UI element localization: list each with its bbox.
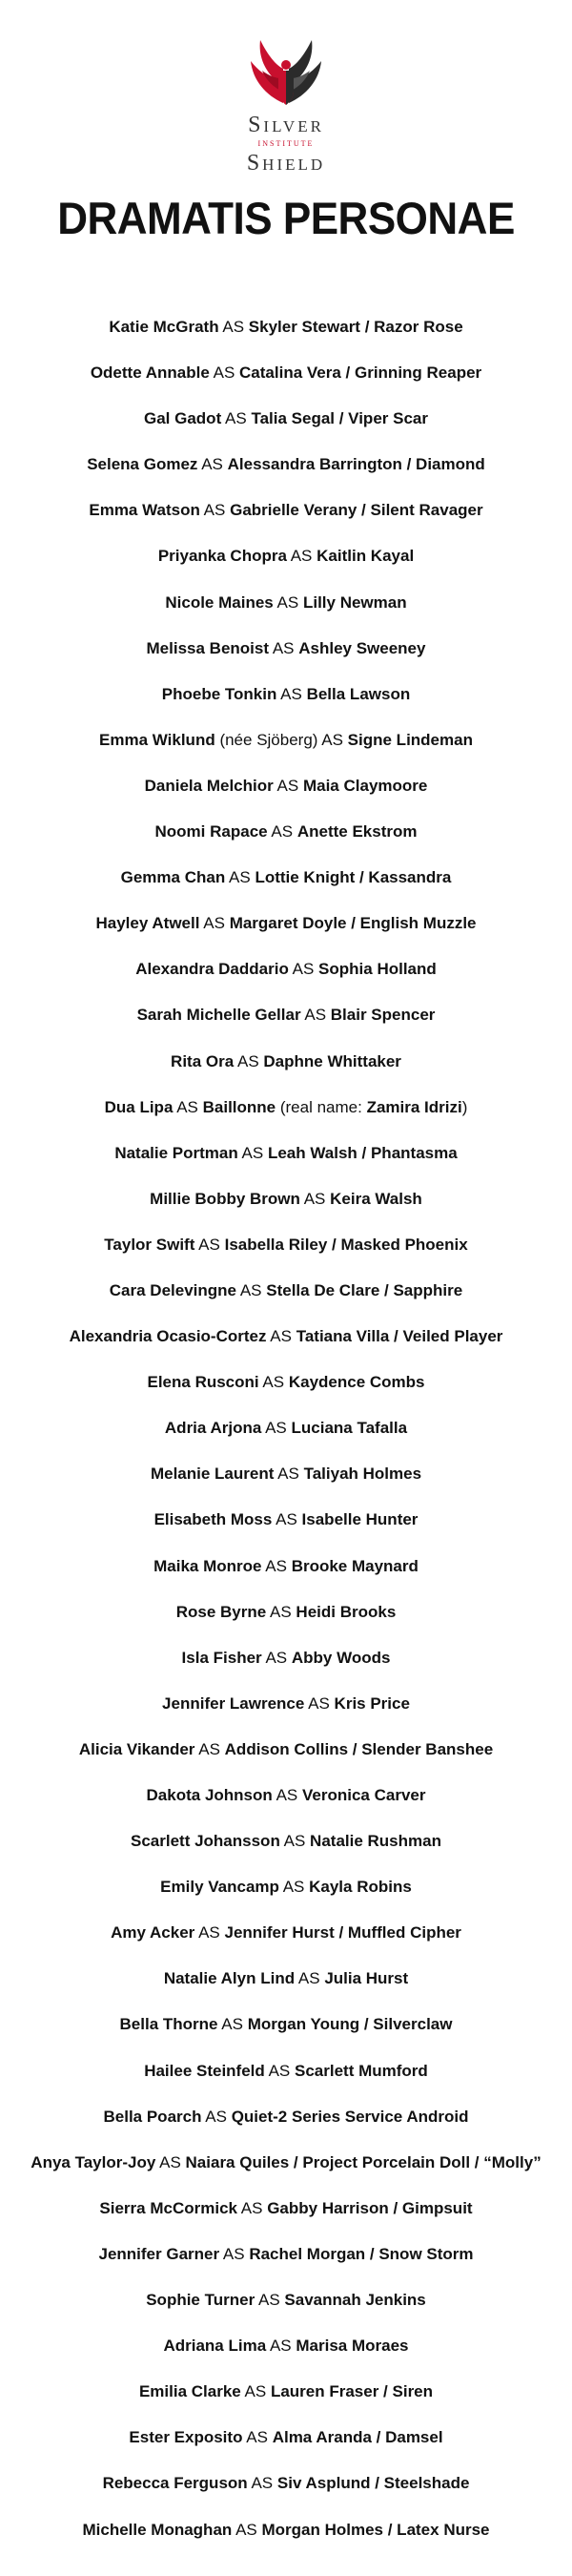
cast-entry (0, 1462, 572, 1507)
role-name: Maia Claymoore (302, 776, 428, 795)
as-joiner: AS (262, 1373, 285, 1392)
as-joiner: AS (221, 2015, 243, 2034)
actor-note: (née Sjöberg) (214, 730, 318, 749)
actor-name: Jennifer Garner (98, 2244, 220, 2263)
actor-name: Sophie Turner (146, 2291, 255, 2310)
role-note-open: (real name: (276, 1097, 367, 1116)
actor-name: Ester Exposito (129, 2428, 243, 2447)
as-joiner: AS (205, 2107, 227, 2126)
as-joiner: AS (213, 364, 235, 383)
role-name: Kaydence Combs (288, 1373, 425, 1392)
as-joiner: AS (265, 1648, 288, 1667)
role-name: Isabelle Hunter (301, 1510, 419, 1529)
actor-name: Elena Rusconi (147, 1373, 259, 1392)
role-name: Talia Segal / Viper Scar (251, 409, 428, 428)
role-name: Tatiana Villa / Veiled Player (296, 1327, 503, 1346)
cast-entry (0, 1783, 572, 1829)
cast-entry (0, 361, 572, 406)
actor-name: Rose Byrne (175, 1602, 267, 1621)
actor-name: Selena Gomez (87, 455, 198, 474)
actor-name: Isla Fisher (181, 1648, 262, 1667)
role-name: Baillonne (202, 1097, 276, 1116)
role-name: Heidi Brooks (296, 1602, 397, 1621)
cast-entry (0, 1233, 572, 1278)
role-name: Bella Lawson (306, 684, 411, 703)
as-joiner: AS (304, 1006, 327, 1025)
role-name: Lottie Knight / Kassandra (255, 868, 452, 887)
actor-name: Hailee Steinfeld (144, 2061, 265, 2080)
as-joiner: AS (272, 638, 295, 657)
as-joiner: AS (258, 2291, 280, 2310)
as-joiner: AS (236, 1051, 259, 1070)
as-joiner: AS (321, 730, 343, 749)
role-name: Natalie Rushman (310, 1832, 441, 1851)
role-name: Quiet-2 Series Service Android (231, 2107, 469, 2126)
as-joiner: AS (270, 1602, 292, 1621)
role-name: Kaitlin Kayal (317, 547, 415, 566)
as-joiner: AS (297, 1969, 320, 1988)
cast-entry (0, 1141, 572, 1187)
actor-name: Sierra McCormick (99, 2198, 237, 2217)
cast-entry (0, 315, 572, 361)
role-name: Stella De Clare / Sapphire (266, 1280, 463, 1299)
cast-entry (0, 1692, 572, 1737)
role-name: Lauren Fraser / Siren (270, 2382, 434, 2401)
actor-name: Daniela Melchior (144, 776, 274, 795)
actor-name: Cara Delevingne (109, 1280, 237, 1299)
role-name: Rachel Morgan / Snow Storm (249, 2244, 474, 2263)
as-joiner: AS (271, 822, 294, 841)
cast-entry (0, 2150, 572, 2196)
cast-entry (0, 2288, 572, 2334)
cast-entry (0, 636, 572, 682)
role-name: Margaret Doyle / English Muzzle (229, 914, 477, 933)
logo-text-institute: INSTITUTE (257, 139, 315, 148)
role-name: Alessandra Barrington / Diamond (227, 455, 485, 474)
as-joiner: AS (225, 409, 247, 428)
cast-entry (0, 2379, 572, 2425)
cast-entry (0, 1600, 572, 1646)
as-joiner: AS (241, 1143, 264, 1162)
role-name: Catalina Vera / Grinning Reaper (239, 364, 482, 383)
cast-entry (0, 2105, 572, 2150)
as-joiner: AS (269, 2337, 292, 2356)
cast-entry (0, 2059, 572, 2105)
cast-entry (0, 1646, 572, 1692)
role-name: Gabby Harrison / Gimpsuit (267, 2198, 473, 2217)
as-joiner: AS (277, 1465, 299, 1484)
as-joiner: AS (270, 1327, 292, 1346)
cast-entry (0, 2242, 572, 2288)
role-name: Julia Hurst (324, 1969, 409, 1988)
cast-entry (0, 2425, 572, 2471)
actor-name: Michelle Monaghan (82, 2520, 233, 2539)
logo-text-silver: Silver (248, 113, 324, 137)
role-name: Brooke Maynard (291, 1556, 419, 1575)
actor-name: Maika Monroe (153, 1556, 262, 1575)
cast-entry (0, 911, 572, 957)
actor-name: Emma Watson (89, 501, 200, 520)
role-name: Marisa Moraes (296, 2337, 409, 2356)
actor-name: Alexandria Ocasio-Cortez (69, 1327, 267, 1346)
role-name: Scarlett Mumford (295, 2061, 428, 2080)
actor-name: Emilia Clarke (138, 2382, 241, 2401)
as-joiner: AS (268, 2061, 291, 2080)
actor-name: Gal Gadot (144, 409, 222, 428)
as-joiner: AS (240, 2198, 263, 2217)
cast-entry (0, 682, 572, 728)
cast-entry (0, 820, 572, 865)
as-joiner: AS (198, 1235, 220, 1254)
role-name: Morgan Young / Silverclaw (247, 2015, 453, 2034)
role-name: Abby Woods (291, 1648, 391, 1667)
actor-name: Bella Poarch (103, 2107, 202, 2126)
actor-name: Adriana Lima (163, 2337, 267, 2356)
as-joiner: AS (303, 1189, 326, 1208)
as-joiner: AS (276, 1786, 298, 1804)
as-joiner: AS (198, 1923, 220, 1942)
as-joiner: AS (222, 318, 245, 336)
cast-entry (0, 452, 572, 498)
role-name: Veronica Carver (302, 1786, 426, 1804)
role-real-name: Zamira Idrizi (366, 1097, 462, 1116)
as-joiner: AS (283, 1832, 306, 1851)
role-name: Morgan Holmes / Latex Nurse (261, 2520, 490, 2539)
actor-name: Millie Bobby Brown (150, 1189, 300, 1208)
actor-name: Natalie Alyn Lind (163, 1969, 296, 1988)
cast-entry (0, 544, 572, 590)
role-name: Anette Ekstrom (296, 822, 418, 841)
cast-entry (0, 1003, 572, 1049)
cast-entry (0, 1921, 572, 1966)
cast-entry (0, 865, 572, 911)
cast-entry (0, 1416, 572, 1462)
actor-name: Odette Annable (90, 364, 210, 383)
as-joiner: AS (280, 684, 302, 703)
cast-entry (0, 2196, 572, 2242)
actor-name: Rebecca Ferguson (102, 2474, 248, 2493)
actor-name: Anya Taylor-Joy (31, 2152, 156, 2171)
role-name: Luciana Tafalla (291, 1419, 408, 1438)
role-name: Sophia Holland (318, 960, 437, 979)
cast-entry (0, 2518, 572, 2564)
role-name: Kris Price (334, 1693, 410, 1713)
page-title: DRAMATIS PERSONAE (57, 194, 515, 244)
actor-name: Gemma Chan (120, 868, 226, 887)
cast-entry (0, 1829, 572, 1875)
cast-entry (0, 1187, 572, 1233)
cast-entry (0, 1049, 572, 1095)
as-joiner: AS (229, 868, 251, 887)
role-name: Isabella Riley / Masked Phoenix (224, 1235, 468, 1254)
cast-entry (0, 1875, 572, 1921)
actor-name: Dua Lipa (104, 1097, 174, 1116)
actor-name: Noomi Rapace (154, 822, 268, 841)
actor-name: Emma Wiklund (99, 730, 215, 749)
actor-name: Sarah Michelle Gellar (136, 1006, 301, 1025)
as-joiner: AS (265, 1556, 287, 1575)
cast-entry (0, 1507, 572, 1553)
actor-name: Natalie Portman (114, 1143, 238, 1162)
as-joiner: AS (265, 1419, 287, 1438)
role-name: Addison Collins / Slender Banshee (224, 1739, 494, 1758)
as-joiner: AS (290, 547, 313, 566)
role-name: Siv Asplund / Steelshade (276, 2474, 470, 2493)
role-name: Alma Aranda / Damsel (272, 2428, 443, 2447)
cast-entry (0, 1737, 572, 1783)
cast-entry (0, 1095, 572, 1141)
as-joiner: AS (276, 592, 299, 612)
role-name: Jennifer Hurst / Muffled Cipher (224, 1923, 461, 1942)
silver-shield-logo (0, 0, 572, 177)
actor-name: Katie McGrath (109, 318, 219, 336)
as-joiner: AS (222, 2244, 245, 2263)
logo-text-shield: Shield (246, 151, 326, 176)
cast-entry (0, 498, 572, 544)
actor-name: Adria Arjona (164, 1419, 262, 1438)
actor-name: Elisabeth Moss (153, 1510, 273, 1529)
actor-name: Melanie Laurent (150, 1465, 275, 1484)
cast-entry (0, 406, 572, 452)
cast-list (0, 315, 572, 2564)
actor-name: Alexandra Daddario (135, 960, 289, 979)
role-note-close: ) (461, 1097, 468, 1116)
actor-name: Hayley Atwell (95, 914, 200, 933)
actor-name: Rita Ora (171, 1051, 235, 1070)
role-name: Taliyah Holmes (303, 1465, 422, 1484)
as-joiner: AS (276, 776, 299, 795)
as-joiner: AS (176, 1097, 198, 1116)
as-joiner: AS (198, 1739, 220, 1758)
actor-name: Alicia Vikander (78, 1739, 195, 1758)
cast-entry (0, 1370, 572, 1416)
cast-entry (0, 1966, 572, 2012)
role-name: Signe Lindeman (347, 730, 473, 749)
as-joiner: AS (276, 1510, 297, 1529)
actor-name: Dakota Johnson (146, 1786, 273, 1804)
cast-entry (0, 2334, 572, 2379)
actor-name: Phoebe Tonkin (161, 684, 277, 703)
as-joiner: AS (235, 2520, 257, 2539)
cast-entry (0, 591, 572, 636)
actor-name: Emily Vancamp (160, 1878, 279, 1897)
actor-name: Nicole Maines (165, 592, 274, 612)
as-joiner: AS (159, 2152, 181, 2171)
as-joiner: AS (239, 1280, 262, 1299)
cast-entry (0, 728, 572, 774)
as-joiner: AS (203, 914, 225, 933)
actor-name: Bella Thorne (119, 2015, 218, 2034)
role-name: Lilly Newman (302, 592, 407, 612)
as-joiner: AS (246, 2428, 268, 2447)
role-name: Ashley Sweeney (298, 638, 426, 657)
as-joiner: AS (201, 455, 223, 474)
actor-name: Priyanka Chopra (157, 547, 287, 566)
actor-name: Amy Acker (111, 1923, 195, 1942)
role-name: Blair Spencer (330, 1006, 436, 1025)
role-name: Daphne Whittaker (263, 1051, 401, 1070)
cast-entry (0, 957, 572, 1003)
as-joiner: AS (308, 1693, 330, 1713)
as-joiner: AS (292, 960, 315, 979)
role-name: Savannah Jenkins (284, 2291, 426, 2310)
phoenix-shield-icon (245, 36, 327, 113)
role-name: Skyler Stewart / Razor Rose (248, 318, 463, 336)
cast-entry (0, 1278, 572, 1324)
actor-name: Scarlett Johansson (131, 1832, 280, 1851)
actor-name: Jennifer Lawrence (162, 1693, 305, 1713)
as-joiner: AS (244, 2382, 267, 2401)
role-name: Keira Walsh (330, 1189, 422, 1208)
role-name: Naiara Quiles / Project Porcelain Doll / “Molly” (185, 2152, 541, 2171)
actor-name: Melissa Benoist (146, 638, 270, 657)
role-name: Leah Walsh / Phantasma (267, 1143, 458, 1162)
cast-entry (0, 2012, 572, 2058)
as-joiner: AS (251, 2474, 274, 2493)
role-name: Gabrielle Verany / Silent Ravager (230, 501, 483, 520)
cast-entry (0, 774, 572, 820)
role-name: Kayla Robins (309, 1878, 412, 1897)
actor-name: Taylor Swift (104, 1235, 195, 1254)
cast-entry (0, 2471, 572, 2517)
as-joiner: AS (282, 1878, 305, 1897)
cast-entry (0, 1554, 572, 1600)
as-joiner: AS (203, 501, 226, 520)
cast-entry (0, 1324, 572, 1370)
